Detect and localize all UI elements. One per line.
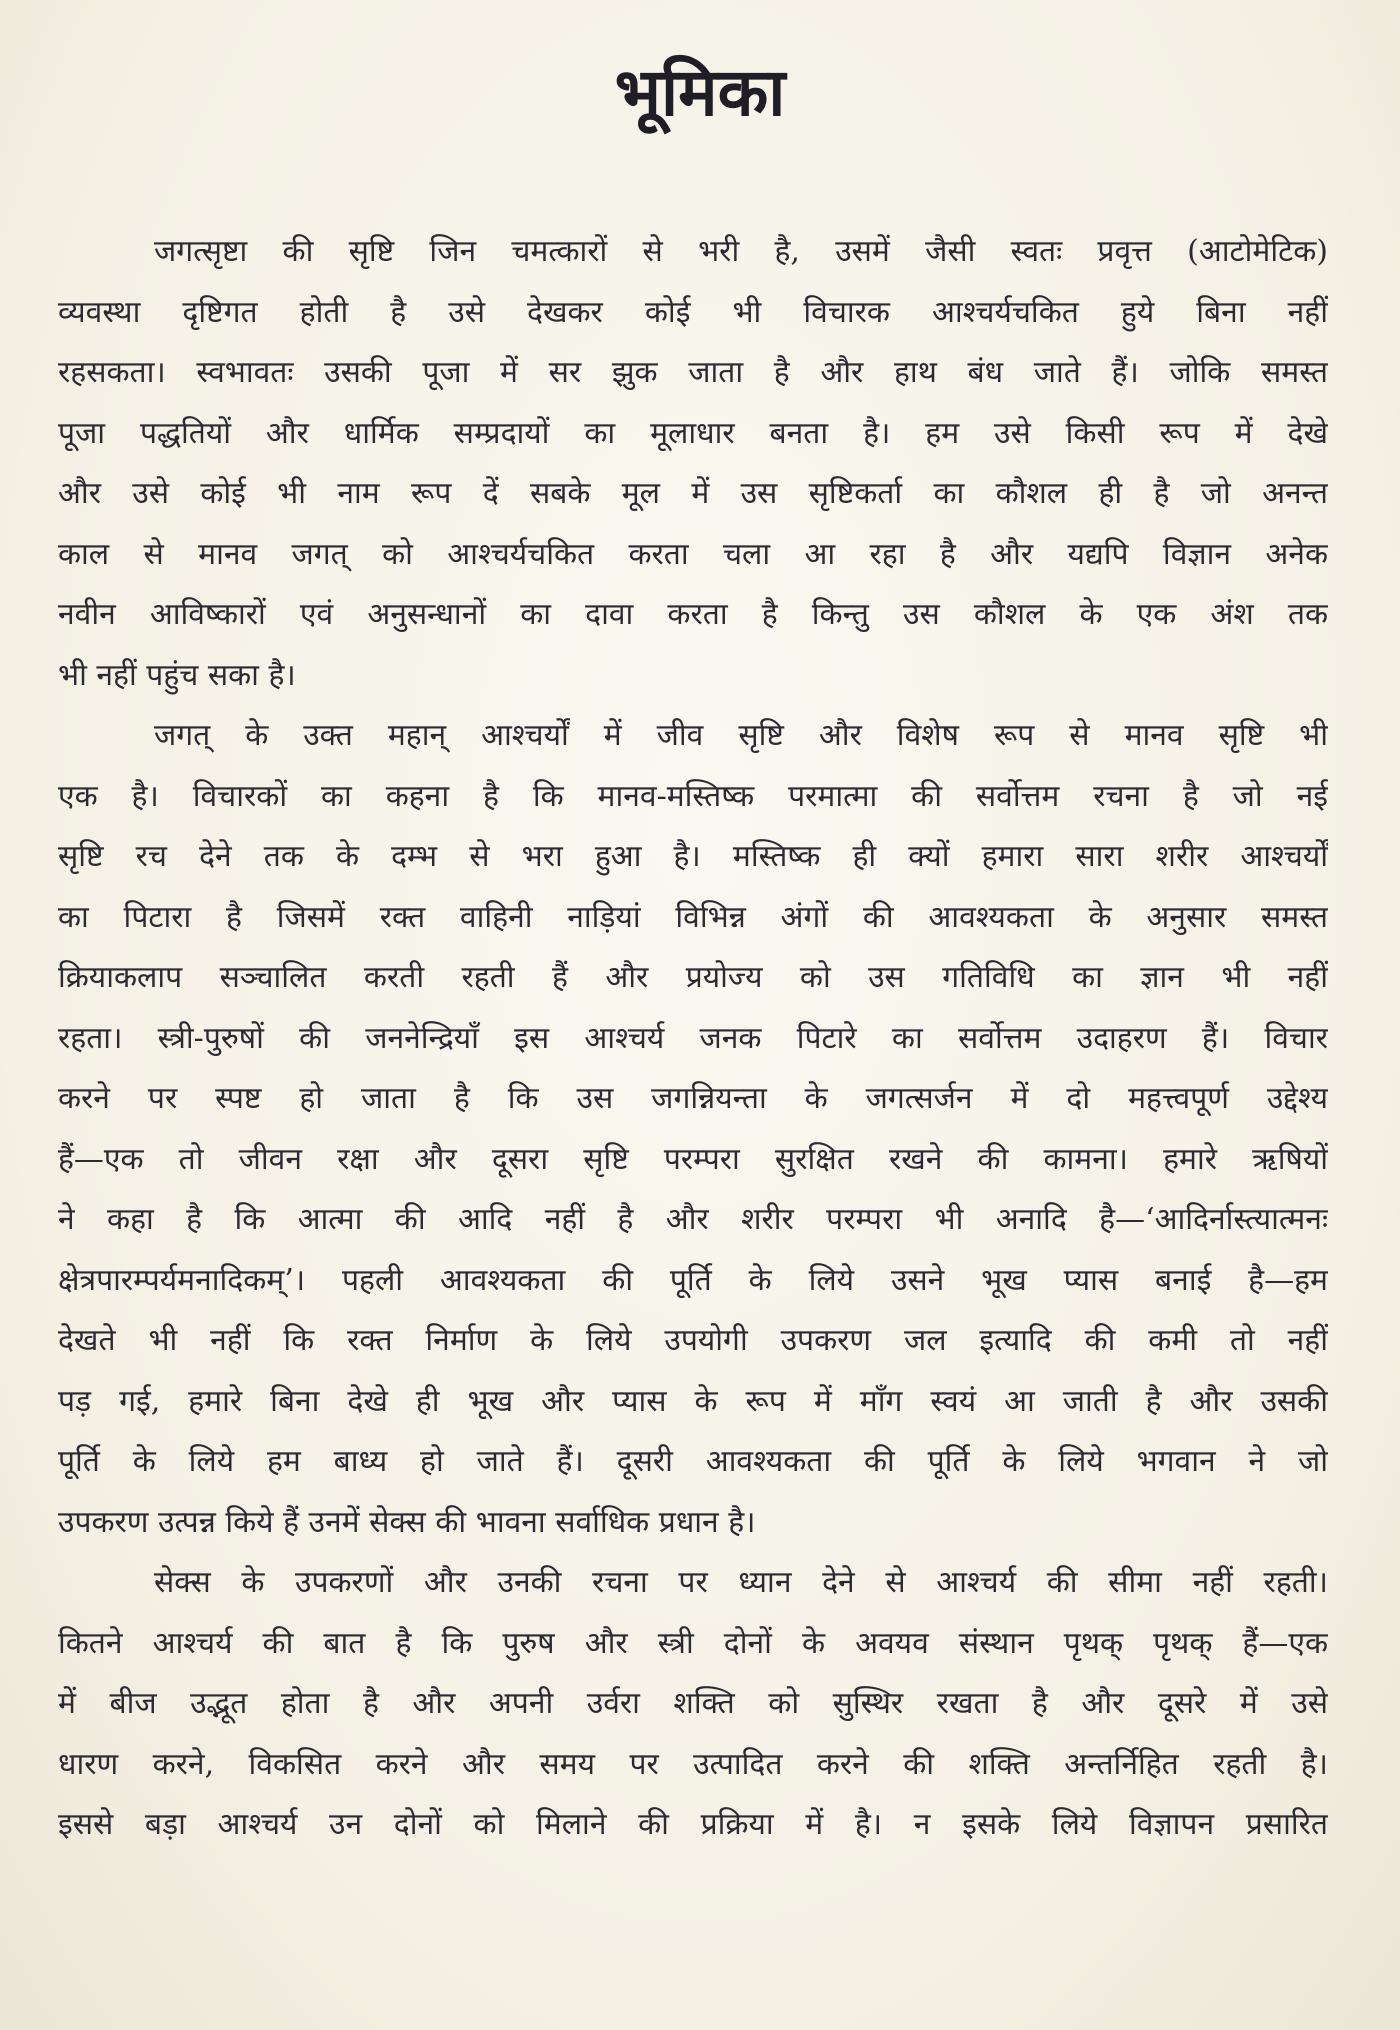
text-line: रहता। स्त्री-पुरुषों की जननेन्द्रियाँ इस आश्चर्य जनक पिटारे का सर्वोत्तम उदाहरण हैं। विचार [58,1020,1328,1056]
text-line: रहसकता। स्वभावतः उसकी पूजा में सर झुक जाता है और हाथ बंध जाते हैं। जोकि समस्त [58,355,1328,390]
text-line: उपकरण उत्पन्न किये हैं उनमें सेक्स की भावना सर्वाधिक प्रधान है। [58,1504,756,1540]
text-line: धारण करने, विकसित करने और समय पर उत्पादित करने की शक्ति अन्तर्निहित रहती है। [58,1746,1328,1782]
text-line: काल से मानव जगत् को आश्चर्यचकित करता चला आ रहा है और यद्यपि विज्ञान अनेक [58,536,1328,572]
text-line: हैं—एक तो जीवन रक्षा और दूसरा सृष्टि परम्परा सुरक्षित रखने की कामना। हमारे ऋषियों [58,1141,1328,1177]
text-line: व्यवस्था दृष्टिगत होती है उसे देखकर कोई भी विचारक आश्चर्यचकित हुये बिना नहीं [58,294,1328,330]
text-line: इससे बड़ा आश्चर्य उन दोनों को मिलाने की प्रक्रिया में है। न इसके लिये विज्ञापन प्रसारित [58,1807,1328,1842]
text-line: भी नहीं पहुंच सका है। [58,657,296,693]
text-line: ने कहा है कि आत्मा की आदि नहीं है और शरीर परम्परा भी अनादि है—‘आदिर्नास्त्यात्मनः [58,1202,1328,1237]
text-line: सेक्स के उपकरणों और उनकी रचना पर ध्यान देने से आश्चर्य की सीमा नहीं रहती। [154,1565,1328,1600]
text-line: सृष्टि रच देने तक के दम्भ से भरा हुआ है। मस्तिष्क ही क्यों हमारा सारा शरीर आश्चर्यों [58,839,1328,874]
body-text [58,222,1328,1856]
page-title: भूमिका [614,54,786,131]
text-line: जगत् के उक्त महान् आश्चर्यों में जीव सृष्टि और विशेष रूप से मानव सृष्टि भी [154,718,1328,753]
text-line: कितने आश्चर्य की बात है कि पुरुष और स्त्री दोनों के अवयव संस्थान पृथक् पृथक् हैं—एक [58,1625,1328,1661]
text-line: में बीज उद्भूत होता है और अपनी उर्वरा शक्ति को सुस्थिर रखता है और दूसरे में उसे [58,1686,1328,1721]
text-line: जगत्सृष्टा की सृष्टि जिन चमत्कारों से भरी है, उसमें जैसी स्वतः प्रवृत्त (आटोमेटिक) [154,234,1328,269]
text-line: नवीन आविष्कारों एवं अनुसन्धानों का दावा करता है किन्तु उस कौशल के एक अंश तक [58,597,1328,632]
text-line: करने पर स्पष्ट हो जाता है कि उस जगन्नियन्ता के जगत्सर्जन में दो महत्त्वपूर्ण उद्देश्य [58,1081,1328,1116]
text-line: पड़ गई, हमारे बिना देखे ही भूख और प्यास के रूप में माँग स्वयं आ जाती है और उसकी [58,1383,1328,1419]
text-line: का पिटारा है जिसमें रक्त वाहिनी नाड़ियां विभिन्न अंगों की आवश्यकता के अनुसार समस्त [58,899,1328,935]
text-line: क्रियाकलाप सञ्चालित करती रहती हैं और प्रयोज्य को उस गतिविधि का ज्ञान भी नहीं [58,960,1328,995]
text-line: देखते भी नहीं कि रक्त निर्माण के लिये उपयोगी उपकरण जल इत्यादि की कमी तो नहीं [58,1323,1328,1358]
text-line: पूजा पद्धतियों और धार्मिक सम्प्रदायों का मूलाधार बनता है। हम उसे किसी रूप में देखे [58,415,1328,451]
text-line: और उसे कोई भी नाम रूप दें सबके मूल में उस सृष्टिकर्ता का कौशल ही है जो अनन्त [58,476,1328,511]
text-line: एक है। विचारकों का कहना है कि मानव-मस्तिष्क परमात्मा की सर्वोत्तम रचना है जो नई [58,778,1328,814]
text-line: क्षेत्रपारम्पर्यमनादिकम्’। पहली आवश्यकता की पूर्ति के लिये उसने भूख प्यास बनाई है—हम [58,1262,1328,1298]
text-line: पूर्ति के लिये हम बाध्य हो जाते हैं। दूसरी आवश्यकता की पूर्ति के लिये भगवान ने जो [58,1444,1328,1479]
